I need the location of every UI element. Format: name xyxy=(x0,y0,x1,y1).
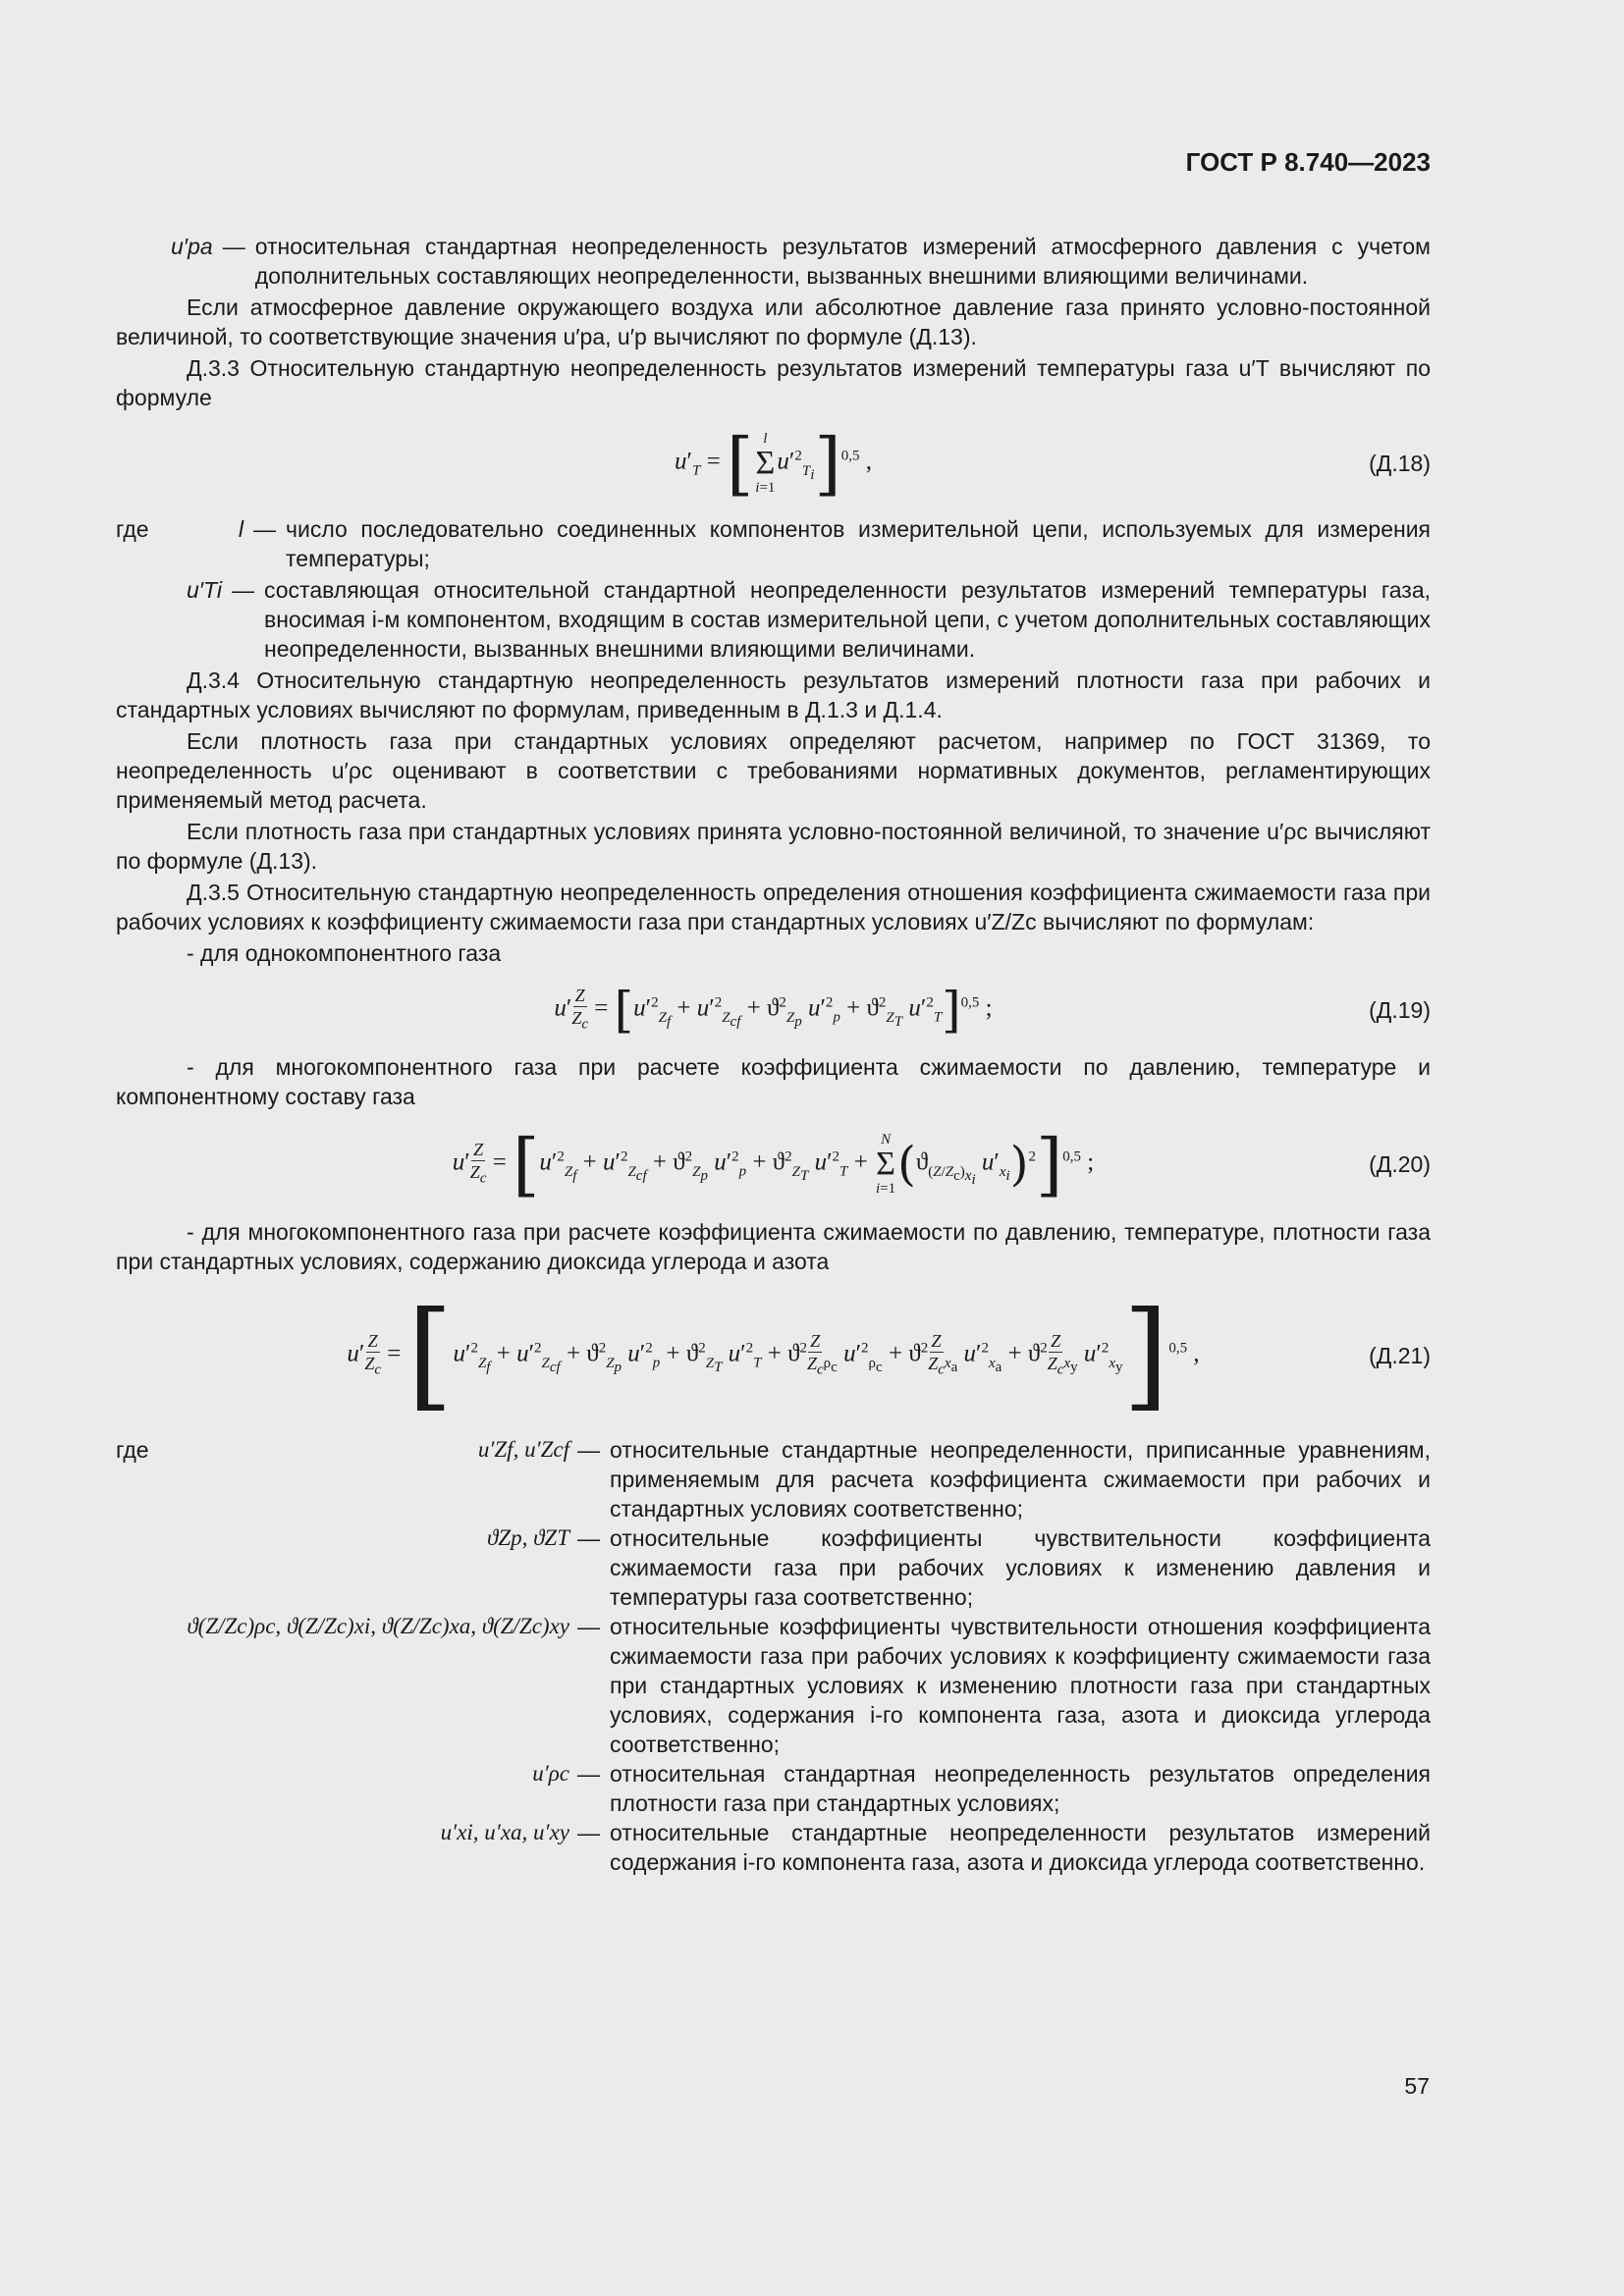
paragraph: Д.3.3 Относительную стандартную неопределенность результатов измерений температуры газа u′T вычисляют по формуле xyxy=(116,355,1431,410)
equation-number: (Д.19) xyxy=(1369,997,1431,1023)
definition-symbol: u′pa xyxy=(171,234,213,259)
definition-symbol: u′Ti xyxy=(186,577,222,603)
definition-upa: u′pa — относительная стандартная неопределенность результатов измерений атмосферного давления с учетом дополнительных составляющих неопределенности, вызванных внешними влияющими величинами. xyxy=(171,234,1431,289)
definition-symbol: ϑ(Z/Zc)ρc, ϑ(Z/Zc)xi, ϑ(Z/Zc)xa, ϑ(Z/Zc)xy xyxy=(187,1614,569,1638)
definition-symbol: u′ρc xyxy=(532,1761,569,1786)
definition-symbol: l xyxy=(238,516,244,542)
definition-text: число последовательно соединенных компонентов измерительной цепи, используемых для измерения температуры; xyxy=(286,516,1431,571)
definition-text: относительная стандартная неопределенность результатов определения плотности газа при стандартных условиях; xyxy=(610,1761,1431,1816)
paragraph: - для многокомпонентного газа при расчете коэффициента сжимаемости по давлению, температуре и компонентному составу газа xyxy=(116,1054,1431,1109)
definition-text: относительные коэффициенты чувствительности отношения коэффициента сжимаемости газа при рабочих условиях к коэффициенту сжимаемости газа при стандартных условиях к изменению плотности газа при стандартных условиях, содержания i-го компонента газа, азота и диоксида углерода соответственно; xyxy=(610,1614,1431,1757)
definition-symbol: u′Zf, u′Zcf xyxy=(477,1437,569,1462)
paragraph: Д.3.5 Относительную стандартную неопределенность определения отношения коэффициента сжимаемости газа при рабочих условиях к коэффициенту сжимаемости газа при стандартных условиях u′Z/Zc вычисляют по формулам: xyxy=(116,880,1431,934)
definition-text: относительные коэффициенты чувствительности коэффициента сжимаемости газа при рабочих условиях к изменению давления и температуры газа соответственно; xyxy=(610,1525,1431,1610)
definition-uTi: u′Ti — составляющая относительной стандартной неопределенности результатов измерений температуры газа, вносимая i-м компонентом, входящим в состав измерительной цепи, с учетом дополнительных составляющих неопределенности, вызванных внешними влияющими величинами. xyxy=(171,575,1431,664)
document-body xyxy=(116,232,1431,1877)
equation-number: (Д.21) xyxy=(1369,1343,1431,1368)
definition-text: относительные стандартные неопределенности результатов измерений содержания i-го компонента газа, азота и диоксида углерода соответственно. xyxy=(610,1820,1431,1875)
definition-l: l — число последовательно соединенных компонентов измерительной цепи, используемых для измерения температуры; xyxy=(192,514,1431,573)
equation-d20: u′ $\frac{Z}{Z_c}$ = [$u'^2_{Z_f} + u'^2_{Z_{cf}} + ϑ^2_{Z_p}$ $u'^2_p + ϑ^2_{Z_T}$ $u'^2_T$ + N Σ i=1 ($ϑ_{(Z/Z_c)_{x_i}}$ $u'_{x_i})^2]^{0,5}$ ; (Д.20) xyxy=(452,1124,1431,1204)
where-block xyxy=(116,514,1431,575)
definition-symbol: u′xi, u′xa, u′xy xyxy=(440,1820,569,1844)
definitions-list: u′Zf, u′Zcf — относительные стандартные неопределенности, приписанные уравнениям, применяемым для расчета коэффициента сжимаемости при рабочих и стандартных условиях соответственно; ϑZp, ϑZT — относительные коэффициенты чувствительности коэффициента сжимаемости газа при рабочих условиях к изменению давления и температуры газа соответственно; ϑ(Z/Zc)ρc, ϑ(Z/Zc)xi, ϑ(Z/Zc)xa, ϑ(Z/Zc)xy — относительные коэффициенты чувствительности отношения коэффициента сжимаемости газа при рабочих условиях к коэффициенту сжимаемости газа при стандартных условиях к изменению плотности газа при стандартных условиях, содержания i-го компонента газа, азота и диоксида углерода соответственно; u′ρc — относительная стандартная неопределенность результатов определения плотности газа при стандартных условиях; u′xi, u′xa, u′xy — относительные стандартные неопределенности результатов измерений содержания i-го компонента газа, азота и диоксида углерода соответственно. xyxy=(116,1435,1431,1877)
document-header: ГОСТ Р 8.740—2023 xyxy=(1185,147,1431,177)
equation-d18: $u'_T$ = [ l Σ i=1 $u'^2_{T_i}]^{0,5}$ , (Д.18) xyxy=(675,423,1431,504)
definition-text: составляющая относительной стандартной неопределенности результатов измерений температуры газа, вносимая i-м компонентом, входящим в состав измерительной цепи, с учетом дополнительных составляющих неопределенности, вызванных внешними влияющими величинами. xyxy=(264,577,1431,662)
definition-symbol: ϑZp, ϑZT xyxy=(487,1525,569,1550)
paragraph: - для однокомпонентного газа xyxy=(187,940,502,966)
definition-text: относительные стандартные неопределенности, приписанные уравнениям, применяемым для расчета коэффициента сжимаемости при рабочих и стандартных условиях соответственно; xyxy=(610,1437,1431,1522)
paragraph: Д.3.4 Относительную стандартную неопределенность результатов измерений плотности газа при рабочих и стандартных условиях вычисляют по формулам, приведенным в Д.1.3 и Д.1.4. xyxy=(116,667,1431,722)
equation-d19: u′ $\frac{Z}{Z_c}$ = [$u'^2_{Z_f} + u'^2_{Z_{cf}} + ϑ^2_{Z_p}$ $u'^2_p + ϑ^2_{Z_T}$ $u'^2_T]^{0,5}$ ; (Д.19) xyxy=(554,982,1431,1039)
paragraph: Если атмосферное давление окружающего воздуха или абсолютное давление газа принято условно-постоянной величиной, то соответствующие значения u′pa, u′p вычисляют по формуле (Д.13). xyxy=(116,294,1431,349)
paragraph: - для многокомпонентного газа при расчете коэффициента сжимаемости по давлению, температуре, плотности газа при стандартных условиях, содержанию диоксида углерода и азота xyxy=(116,1219,1431,1274)
equation-number: (Д.18) xyxy=(1369,451,1431,476)
where-label: где xyxy=(116,1437,149,1463)
page-number: 57 xyxy=(1404,2073,1430,2099)
paragraph: Если плотность газа при стандартных условиях определяют расчетом, например по ГОСТ 31369, то неопределенность u′ρc оценивают в соответствии с требованиями нормативных документов, регламентирующих применяемый метод расчета. xyxy=(116,728,1431,813)
equation-number: (Д.20) xyxy=(1369,1151,1431,1177)
equation-d21: u′ $\frac{Z}{Z_c}$ = [$u'^2_{Z_f} + u'^2_{Z_{cf}} + ϑ^2_{Z_p}$ $u'^2_p + ϑ^2_{Z_T}$ $u'^2_T + ϑ^2$ $\frac{Z}{Z_c}$ $_{\rho_c}$ $u'^2_{\rho_c} + ϑ^2$ $\frac{Z}{Z_c}$ $_{x_a}$ $u'^2_{x_a} + ϑ^2$ $\frac{Z}{Z_c}$ $_{x_y}$ $u'^2_{x_y}]^{0,5}$ , (Д.21) xyxy=(347,1287,1431,1423)
definition-text: относительная стандартная неопределенность результатов измерений атмосферного давления с учетом дополнительных составляющих неопределенности, вызванных внешними влияющими величинами. xyxy=(254,234,1431,289)
where-label: где xyxy=(116,516,149,542)
paragraph: Если плотность газа при стандартных условиях принята условно-постоянной величиной, то значение u′ρc вычисляют по формуле (Д.13). xyxy=(116,819,1431,874)
